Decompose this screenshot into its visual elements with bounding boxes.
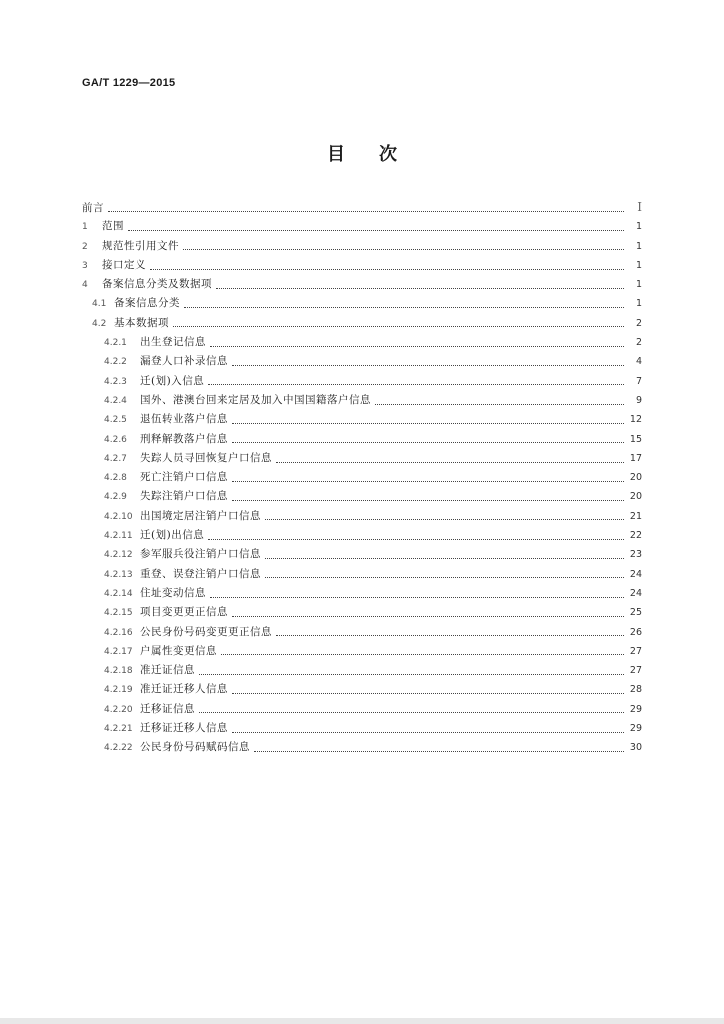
toc-entry[interactable] (82, 507, 642, 526)
toc-entry-label: 参军服兵役注销户口信息 (140, 548, 261, 561)
dot-leader (265, 576, 624, 578)
toc-entry-label: 国外、港澳台回来定居及加入中国国籍落户信息 (140, 393, 371, 406)
dot-leader (173, 325, 624, 327)
toc-entry-label: 漏登人口补录信息 (140, 355, 228, 368)
toc-entry-label: 公民身份号码变更更正信息 (140, 625, 272, 638)
toc-entry-page-number: 22 (629, 530, 642, 542)
toc-entry-page-number: 1 (635, 240, 642, 252)
toc-entry-label: 基本数据项 (114, 316, 169, 329)
toc-entry-number: 4.2.5 (104, 415, 127, 426)
toc-entry-label: 迁移证信息 (140, 702, 195, 715)
dot-leader (221, 653, 624, 655)
toc-entry-number: 4.2.18 (104, 666, 133, 677)
dot-leader (183, 248, 624, 250)
toc-entry-page-number: 30 (629, 742, 642, 754)
toc-entry[interactable] (82, 700, 642, 719)
toc-entry-label: 备案信息分类及数据项 (102, 278, 212, 291)
toc-entry-page-number: 29 (629, 723, 642, 735)
toc-entry-number: 4.2.19 (104, 685, 133, 696)
toc-entry-label: 规范性引用文件 (102, 239, 179, 252)
toc-entry[interactable] (82, 680, 642, 699)
toc-entry-number: 4.2 (92, 318, 107, 329)
toc-entry-label: 准迁证信息 (140, 664, 195, 677)
dot-leader (108, 210, 624, 212)
toc-entry-label: 住址变动信息 (140, 586, 206, 599)
dot-leader (375, 403, 624, 405)
toc-entry-label: 出国境定居注销户口信息 (140, 509, 261, 522)
toc-entry-label: 失踪注销户口信息 (140, 490, 228, 503)
toc-entry[interactable] (82, 217, 642, 236)
toc-entry[interactable] (82, 603, 642, 622)
toc-entry-label: 迁(划)出信息 (140, 529, 205, 542)
toc-entry-label: 范围 (102, 220, 124, 233)
toc-entry[interactable] (82, 487, 642, 506)
toc-entry[interactable] (82, 352, 642, 371)
dot-leader (210, 345, 624, 347)
dot-leader (216, 287, 624, 289)
dot-leader (276, 634, 624, 636)
toc-entry-number: 4.2.15 (104, 608, 133, 619)
toc-entry[interactable] (82, 391, 642, 410)
toc-entry-page-number: 1 (635, 298, 642, 310)
dot-leader (232, 441, 624, 443)
dot-leader (254, 750, 624, 752)
toc-entry-number: 4.2.1 (104, 338, 127, 349)
toc-entry-number: 4.2.11 (104, 531, 133, 542)
toc-entry-label: 公民身份号码赋码信息 (140, 741, 250, 754)
toc-entry-label: 刑释解教落户信息 (140, 432, 228, 445)
toc-entry-number: 4.2.3 (104, 376, 127, 387)
toc-entry-number: 4.2.7 (104, 453, 127, 464)
toc-entry[interactable] (82, 584, 642, 603)
toc-entry[interactable] (82, 275, 642, 294)
toc-entry[interactable] (82, 526, 642, 545)
toc-entry-label: 户属性变更信息 (140, 644, 217, 657)
toc-entry-label: 备案信息分类 (114, 297, 180, 310)
toc-entry-page-number: 27 (629, 645, 642, 657)
toc-entry[interactable] (82, 565, 642, 584)
toc-entry-label: 死亡注销户口信息 (140, 471, 228, 484)
toc-entry-number: 4 (82, 280, 88, 291)
toc-entry-number: 4.2.8 (104, 473, 127, 484)
toc-entry-number: 4.2.20 (104, 704, 133, 715)
toc-entry-number: 4.2.13 (104, 569, 133, 580)
toc-entry-number: 3 (82, 260, 88, 271)
toc-entry-label: 前言 (82, 202, 104, 214)
toc-entry[interactable] (82, 410, 642, 429)
dot-leader (276, 461, 624, 463)
dot-leader (199, 673, 624, 675)
dot-leader (232, 692, 624, 694)
toc-entry-page-number: Ⅰ (637, 200, 642, 214)
dot-leader (128, 229, 624, 231)
toc-entry[interactable] (82, 449, 642, 468)
toc-entry[interactable] (82, 719, 642, 738)
dot-leader (199, 711, 624, 713)
toc-entry-page-number: 21 (629, 510, 642, 522)
toc-entry[interactable] (82, 623, 642, 642)
dot-leader (208, 538, 624, 540)
standard-code-header: GA/T 1229—2015 (82, 77, 176, 89)
toc-entry-page-number: 17 (629, 452, 642, 464)
dot-leader (232, 364, 624, 366)
toc-entry-label: 迁(划)入信息 (140, 374, 205, 387)
toc-entry-label: 出生登记信息 (140, 336, 206, 349)
toc-entry-page-number: 26 (629, 626, 642, 638)
dot-leader (232, 422, 624, 424)
toc-entry[interactable] (82, 738, 642, 757)
toc-entry-number: 4.2.17 (104, 646, 133, 657)
toc-entry-number: 4.2.9 (104, 492, 127, 503)
toc-entry-page-number: 7 (635, 375, 642, 387)
dot-leader (232, 480, 624, 482)
dot-leader (184, 306, 624, 308)
toc-entry[interactable] (82, 661, 642, 680)
table-of-contents (82, 198, 642, 758)
toc-entry-page-number: 9 (635, 394, 642, 406)
toc-entry-label: 准迁证迁移人信息 (140, 683, 228, 696)
toc-entry-page-number: 1 (635, 221, 642, 233)
toc-entry-number: 4.2.6 (104, 434, 127, 445)
toc-entry-page-number: 27 (629, 665, 642, 677)
toc-entry[interactable] (82, 198, 642, 217)
toc-entry-number: 4.2.12 (104, 550, 133, 561)
page-title: 目次 (327, 144, 431, 165)
toc-entry[interactable] (82, 314, 642, 333)
toc-entry-label: 接口定义 (102, 258, 146, 271)
toc-entry-page-number: 20 (629, 472, 642, 484)
toc-entry-page-number: 2 (635, 337, 642, 349)
toc-entry-number: 4.2.14 (104, 588, 133, 599)
toc-entry[interactable] (82, 237, 642, 256)
toc-entry-page-number: 4 (635, 356, 642, 368)
toc-entry[interactable] (82, 545, 642, 564)
toc-entry-label: 迁移证迁移人信息 (140, 722, 228, 735)
toc-entry-number: 4.2.2 (104, 357, 127, 368)
dot-leader (210, 596, 624, 598)
toc-entry-number: 2 (82, 241, 88, 252)
toc-entry[interactable] (82, 372, 642, 391)
toc-entry[interactable] (82, 468, 642, 487)
toc-entry[interactable] (82, 294, 642, 313)
dot-leader (232, 615, 624, 617)
toc-entry-page-number: 2 (635, 317, 642, 329)
toc-entry-page-number: 12 (629, 414, 642, 426)
toc-entry-label: 重登、误登注销户口信息 (140, 567, 261, 580)
dot-leader (150, 268, 624, 270)
dot-leader (232, 499, 624, 501)
toc-entry-page-number: 23 (629, 549, 642, 561)
toc-entry-page-number: 28 (629, 684, 642, 696)
toc-entry[interactable] (82, 256, 642, 275)
toc-entry-number: 4.2.10 (104, 511, 133, 522)
page-bottom-edge (0, 1018, 724, 1024)
toc-entry-number: 4.2.16 (104, 627, 133, 638)
toc-entry[interactable] (82, 430, 642, 449)
toc-entry-page-number: 15 (629, 433, 642, 445)
toc-entry-page-number: 1 (635, 279, 642, 291)
toc-entry-number: 1 (82, 222, 88, 233)
toc-entry-label: 退伍转业落户信息 (140, 413, 228, 426)
toc-entry-number: 4.2.4 (104, 395, 127, 406)
dot-leader (232, 731, 624, 733)
dot-leader (265, 557, 624, 559)
toc-entry-page-number: 20 (629, 491, 642, 503)
toc-entry-label: 失踪人员寻回恢复户口信息 (140, 451, 272, 464)
toc-entry-number: 4.2.22 (104, 743, 133, 754)
toc-entry-page-number: 24 (629, 587, 642, 599)
toc-entry-page-number: 25 (629, 607, 642, 619)
toc-entry[interactable] (82, 642, 642, 661)
dot-leader (265, 518, 624, 520)
toc-entry-number: 4.2.21 (104, 724, 133, 735)
toc-entry-number: 4.1 (92, 299, 107, 310)
toc-entry-page-number: 24 (629, 568, 642, 580)
toc-entry-page-number: 1 (635, 259, 642, 271)
dot-leader (208, 383, 624, 385)
toc-entry-page-number: 29 (629, 703, 642, 715)
toc-entry-label: 项目变更更正信息 (140, 606, 228, 619)
toc-entry[interactable] (82, 333, 642, 352)
